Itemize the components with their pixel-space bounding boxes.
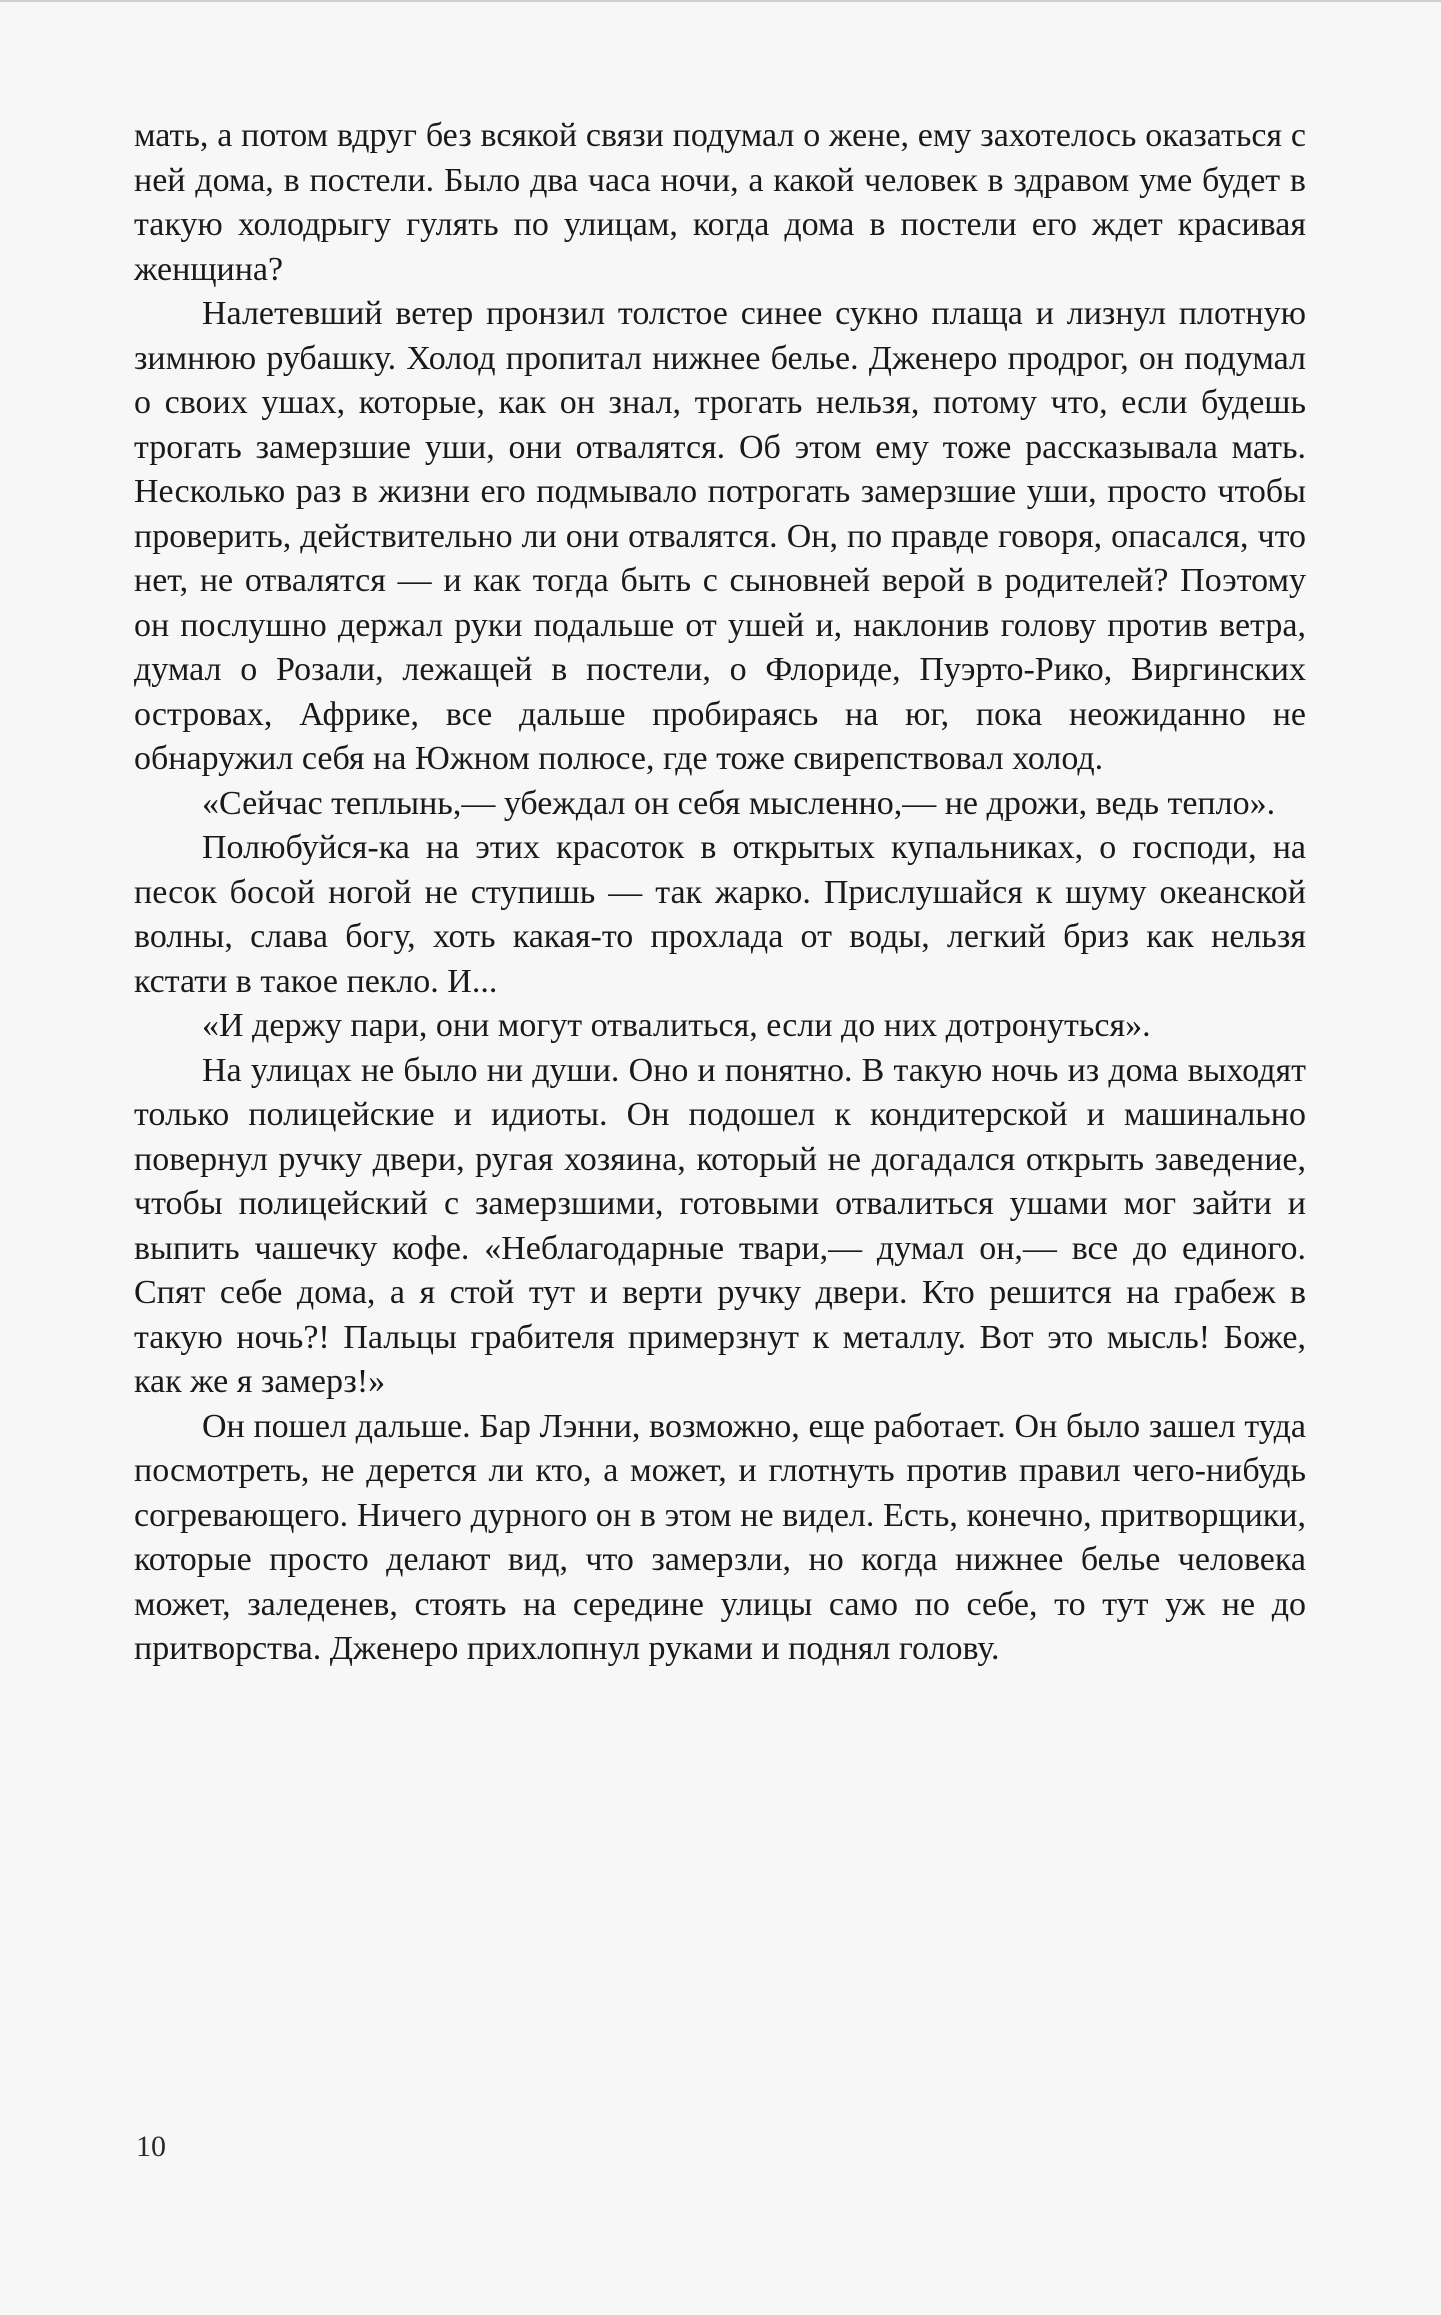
body-text (134, 114, 1306, 1672)
paragraph-1: мать, а потом вдруг без всякой связи подумал о жене, ему захотелось оказаться с ней дома, в постели. Было два часа ночи, а какой человек в здравом уме будет в такую холодрыгу гулять по улицам, когда дома в постели его ждет красивая женщина? (134, 117, 1306, 288)
paragraph-7: Он пошел дальше. Бар Лэнни, возможно, еще работает. Он было зашел туда посмотреть, не дерется ли кто, а может, и глотнуть против правил чего-нибудь согревающего. Ничего дурного он в этом не видел. Есть, конечно, притворщики, которые просто делают вид, что замерзли, но когда нижнее белье человека может, заледенев, стоять на середине улицы само по себе, то тут уж не до притворства. Дженеро прихлопнул руками и поднял голову. (134, 1407, 1306, 1667)
paragraph-4: Полюбуйся-ка на этих красоток в открытых купальниках, о господи, на песок босой ногой не ступишь — так жарко. Прислушайся к шуму океанской волны, слава богу, хоть какая-то прохлада от воды, легкий бриз как нельзя кстати в такое пекло. И... (134, 829, 1306, 1000)
paragraph-5: «И держу пари, они могут отвалиться, если до них дотронуться». (202, 1007, 1151, 1044)
paragraph-2: Налетевший ветер пронзил толстое синее сукно плаща и лизнул плотную зимнюю рубашку. Холод пропитал нижнее белье. Дженеро продрог, он подумал о своих ушах, которые, как он знал, трогать нельзя, потому что, если будешь трогать замерзшие уши, они отвалятся. Об этом ему тоже рассказывала мать. Несколько раз в жизни его подмывало потрогать замерзшие уши, просто чтобы проверить, действительно ли они отвалятся. Он, по правде говоря, опасался, что нет, не отвалятся — и как тогда быть с сыновней верой в родителей? Поэтому он послушно держал руки подальше от ушей и, наклонив голову против ветра, думал о Розали, лежащей в постели, о Флориде, Пуэрто-Рико, Виргинских островах, Африке, все дальше пробираясь на юг, пока неожиданно не обнаружил себя на Южном полюсе, где тоже свирепствовал холод. (134, 295, 1306, 777)
paragraph-6: На улицах не было ни души. Оно и понятно. В такую ночь из дома выходят только полицейские и идиоты. Он подошел к кондитерской и машинально повернул ручку двери, ругая хозяина, который не догадался открыть заведение, чтобы полицейский с замерзшими, готовыми отвалиться ушами мог зайти и выпить чашечку кофе. «Неблагодарные твари,— думал он,— все до единого. Спят себе дома, а я стой тут и верти ручку двери. Кто решится на грабеж в такую ночь?! Пальцы грабителя примерзнут к металлу. Вот это мысль! Боже, как же я замерз!» (134, 1051, 1306, 1400)
paragraph-3: «Сейчас теплынь,— убеждал он себя мысленно,— не дрожи, ведь тепло». (202, 784, 1276, 822)
page-number: 10 (136, 2130, 166, 2163)
